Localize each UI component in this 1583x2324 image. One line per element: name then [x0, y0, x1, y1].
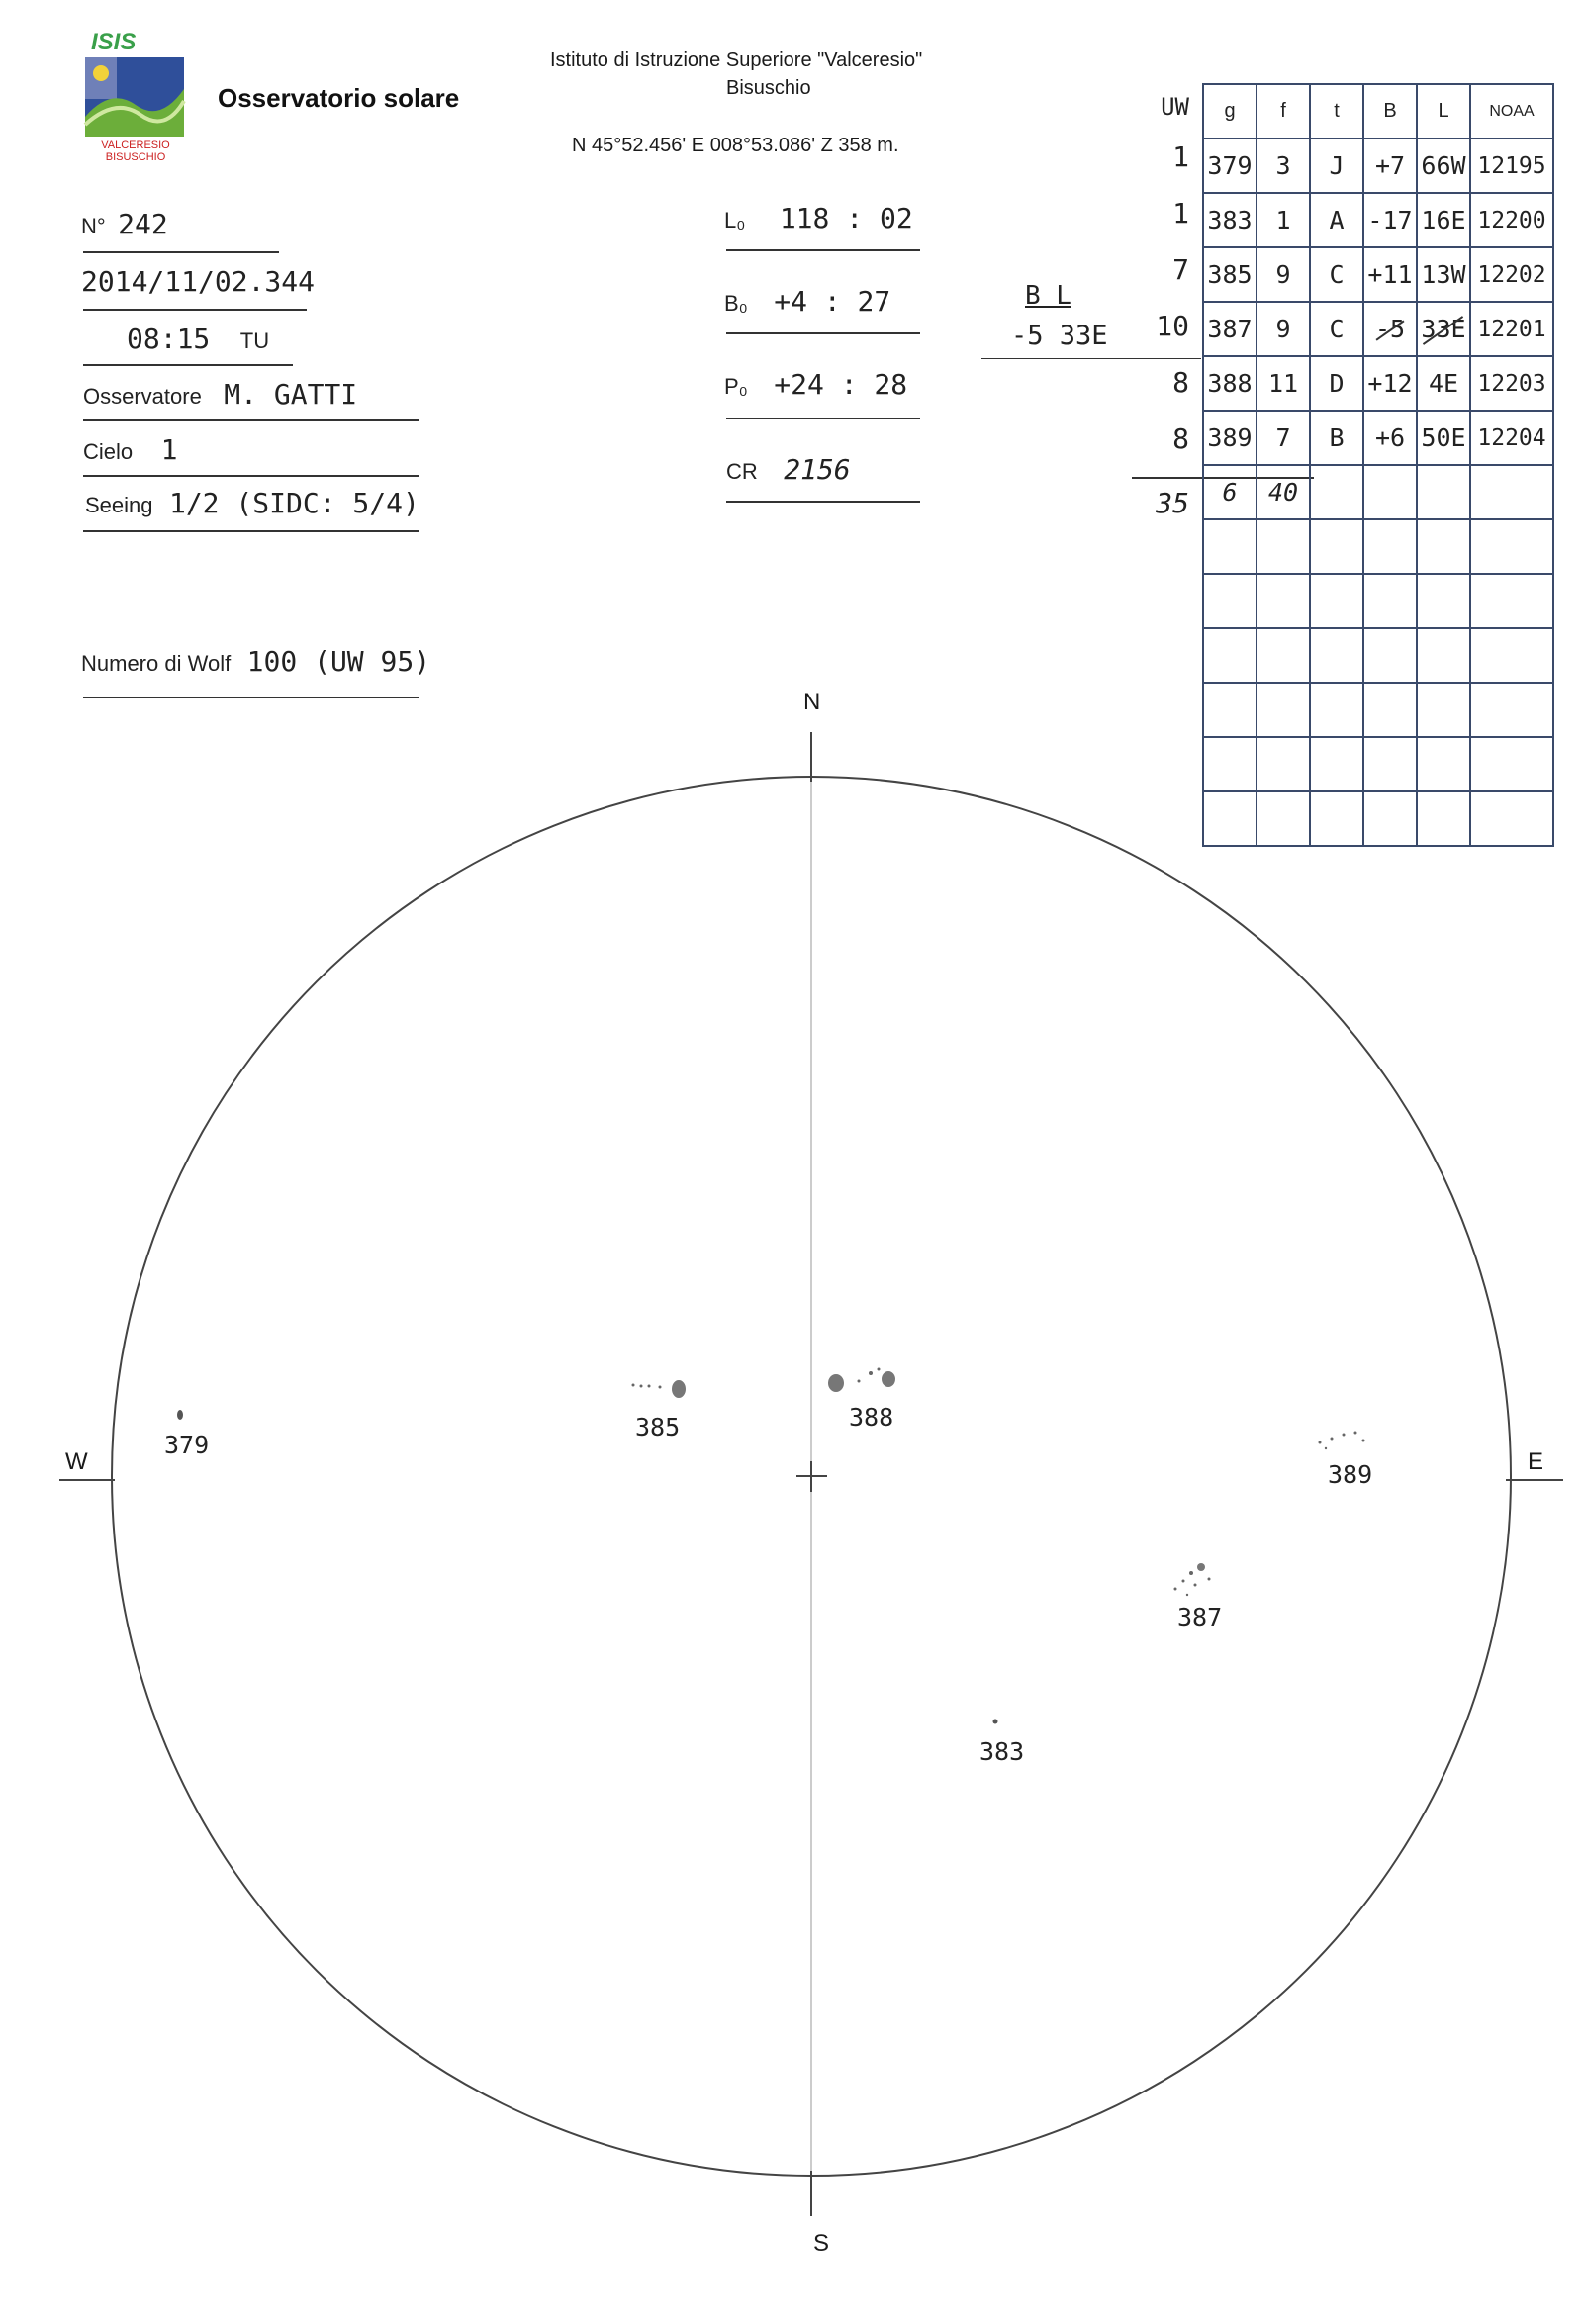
- logo-bottom-text-1: VALCERESIO: [101, 139, 170, 151]
- table-cell-t: J: [1310, 139, 1363, 193]
- spots-385: [632, 1380, 687, 1398]
- uw-value: 8: [1172, 366, 1189, 399]
- uw-total: 35: [1156, 487, 1189, 519]
- table-cell-t: C: [1310, 247, 1363, 302]
- east-label: E: [1528, 1448, 1544, 1475]
- table-cell-l: 16E: [1417, 193, 1470, 247]
- l0-label: L₀: [724, 208, 746, 232]
- total-g: 6: [1203, 465, 1257, 519]
- b0-label: B₀: [724, 291, 748, 316]
- logo-bottom-text-2: BISUSCHIO: [105, 151, 166, 161]
- p0-value: +24 : 28: [774, 368, 908, 401]
- table-cell-g: 379: [1203, 139, 1257, 193]
- uw-value: 10: [1156, 310, 1189, 342]
- time-unit: TU: [239, 328, 270, 353]
- table-cell-l: 66W: [1417, 139, 1470, 193]
- table-cell-noaa: 12203: [1470, 356, 1553, 411]
- sky-value: 1: [160, 433, 178, 466]
- table-cell-g: 383: [1203, 193, 1257, 247]
- table-cell-noaa: 12195: [1470, 139, 1553, 193]
- spots-389: [1319, 1432, 1365, 1450]
- sheet-number-value: 242: [118, 208, 168, 240]
- table-cell-f: 9: [1257, 302, 1310, 356]
- struck-value: 33E: [1421, 315, 1466, 343]
- header-l: L: [1417, 84, 1470, 139]
- group-label-383: 383: [979, 1737, 1025, 1766]
- header-b: B: [1363, 84, 1417, 139]
- spots-388: [828, 1368, 895, 1393]
- group-label-379: 379: [164, 1431, 210, 1459]
- table-cell-b: +11: [1363, 247, 1417, 302]
- table-cell-noaa: 12201: [1470, 302, 1553, 356]
- header-t: t: [1310, 84, 1363, 139]
- table-cell-t: A: [1310, 193, 1363, 247]
- observatory-title: Osservatorio solare: [218, 83, 460, 113]
- table-cell-noaa: 12202: [1470, 247, 1553, 302]
- table-cell-l: 50E: [1417, 411, 1470, 465]
- observer-label: Osservatore: [83, 384, 202, 409]
- table-cell-b: +12: [1363, 356, 1417, 411]
- header-g: g: [1203, 84, 1257, 139]
- west-label: W: [65, 1448, 88, 1475]
- table-cell-g: 385: [1203, 247, 1257, 302]
- north-label: N: [803, 689, 821, 715]
- sky-label: Cielo: [83, 439, 134, 464]
- header-noaa: NOAA: [1470, 84, 1553, 139]
- spots-379: [177, 1410, 183, 1420]
- uw-value: 1: [1172, 140, 1189, 173]
- table-cell-g: 387: [1203, 302, 1257, 356]
- table-cell-f: 3: [1257, 139, 1310, 193]
- l0-value: 118 : 02: [779, 202, 913, 234]
- group-label-388: 388: [849, 1403, 894, 1432]
- correction-note-value: -5 33E: [1011, 321, 1108, 351]
- uw-value: 8: [1172, 422, 1189, 455]
- table-cell-l: 4E: [1417, 356, 1470, 411]
- table-cell-f: 7: [1257, 411, 1310, 465]
- cr-label: CR: [726, 459, 758, 484]
- total-f: 40: [1257, 465, 1310, 519]
- uw-value: 1: [1172, 197, 1189, 230]
- sheet-number-label: N°: [81, 214, 106, 238]
- table-cell-g: 388: [1203, 356, 1257, 411]
- table-cell-g: 389: [1203, 411, 1257, 465]
- cr-value: 2156: [784, 453, 851, 486]
- observatory-coordinates: N 45°52.456' E 008°53.086' Z 358 m.: [572, 135, 899, 156]
- table-cell-t: D: [1310, 356, 1363, 411]
- table-cell-t: C: [1310, 302, 1363, 356]
- south-label: S: [813, 2230, 830, 2257]
- uw-header: UW: [1161, 93, 1189, 121]
- spots-383: [993, 1720, 998, 1724]
- wolf-label: Numero di Wolf: [81, 651, 232, 676]
- spots-387: [1174, 1563, 1211, 1596]
- table-cell-noaa: 12204: [1470, 411, 1553, 465]
- table-cell-b: -17: [1363, 193, 1417, 247]
- b0-value: +4 : 27: [774, 285, 891, 318]
- wolf-value: 100 (UW 95): [246, 645, 431, 678]
- institute-name: Istituto di Istruzione Superiore "Valceresio": [550, 49, 923, 71]
- time-value: 08:15: [127, 323, 211, 355]
- table-cell-f: 9: [1257, 247, 1310, 302]
- correction-note-header: B L: [1025, 281, 1071, 311]
- group-label-389: 389: [1328, 1460, 1373, 1489]
- group-label-387: 387: [1177, 1603, 1223, 1631]
- struck-value: -5: [1374, 315, 1406, 343]
- logo-top-text: ISIS: [91, 29, 137, 55]
- header-f: f: [1257, 84, 1310, 139]
- observer-value: M. GATTI: [224, 378, 358, 411]
- seeing-value: 1/2 (SIDC: 5/4): [168, 487, 419, 519]
- table-cell-t: B: [1310, 411, 1363, 465]
- table-cell-b: +6: [1363, 411, 1417, 465]
- group-label-385: 385: [635, 1413, 681, 1441]
- table-cell-b: +7: [1363, 139, 1417, 193]
- uw-value: 7: [1172, 253, 1189, 286]
- observation-date: 2014/11/02.344: [81, 265, 316, 298]
- table-cell-noaa: 12200: [1470, 193, 1553, 247]
- institute-town: Bisuschio: [726, 77, 811, 99]
- seeing-label: Seeing: [85, 493, 153, 517]
- table-cell-f: 1: [1257, 193, 1310, 247]
- p0-label: P₀: [724, 374, 748, 399]
- table-cell-l: 13W: [1417, 247, 1470, 302]
- table-cell-f: 11: [1257, 356, 1310, 411]
